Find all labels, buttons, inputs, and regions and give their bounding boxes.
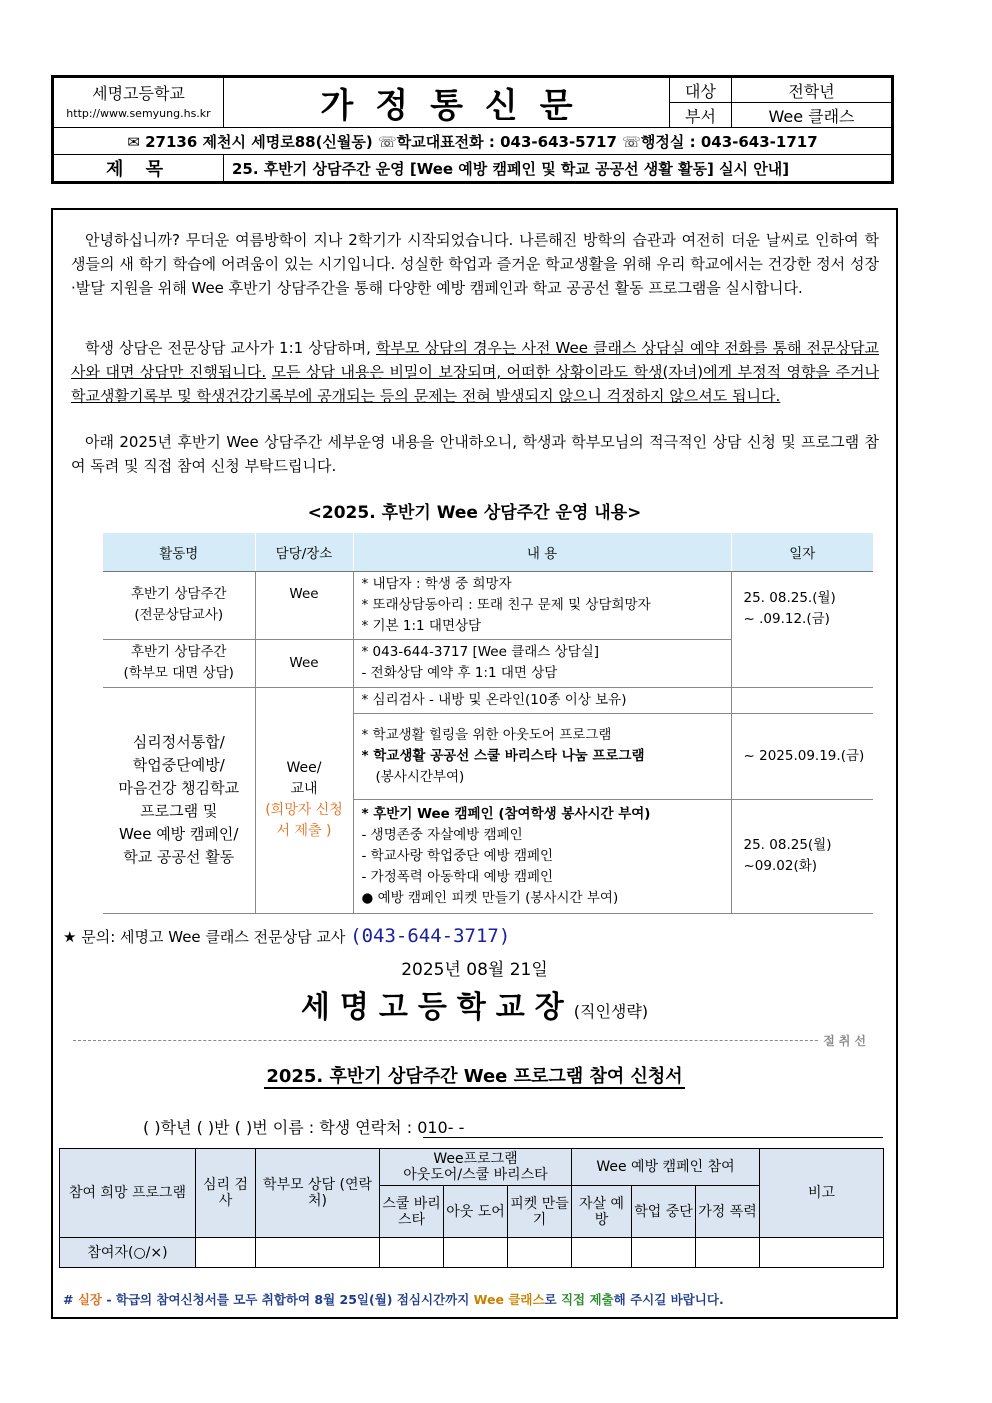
student-info-underline — [423, 1137, 883, 1138]
s-suicide: 자살 예방 — [572, 1186, 632, 1238]
target-label: 대상 — [670, 78, 732, 103]
date-line: 25. 08.25(월) — [743, 837, 832, 853]
activity-name: 마음건강 챙김학교 — [118, 779, 240, 797]
activity-cell — [103, 687, 255, 913]
place-note: (희망자 신청 — [265, 802, 343, 818]
content-line: - 가정폭력 아동학대 예방 캠페인 — [361, 868, 554, 885]
address-line: ✉ 27136 제천시 세명로88(신월동) ☏학교대표전화 : 043-643-5717 ☏행정실 : 043-643-1717 — [54, 128, 892, 155]
h-psych: 심리 검사 — [196, 1149, 256, 1238]
table-title: <2025. 후반기 Wee 상담주간 운영 내용> — [307, 503, 642, 523]
schedule-table — [103, 533, 873, 914]
counsel-text-a: 학생 상담은 전문상담 교사가 1:1 상담하며, — [85, 339, 376, 357]
content-line: ● 예방 캠페인 피켓 만들기 (봉사시간 부여) — [361, 889, 619, 906]
note-part: 로 — [544, 1292, 561, 1307]
content-line: * 후반기 Wee 캠페인 (참여학생 봉사시간 부여) — [361, 805, 651, 822]
cut-line — [73, 1040, 873, 1041]
activity-cell — [103, 639, 255, 687]
date-cell — [731, 799, 873, 913]
content-line: * 기본 1:1 대면상담 — [361, 617, 482, 634]
s-family: 가정 폭력 — [696, 1186, 760, 1238]
activity-name: 후반기 상담주간 — [130, 644, 227, 660]
counsel-paragraph — [71, 336, 879, 408]
dept-value: Wee 클래스 — [732, 103, 892, 128]
note-part: 해 주시길 바랍니다. — [613, 1292, 724, 1307]
cut-label: 절취선 — [819, 1032, 874, 1049]
h-campaign: Wee 예방 캠페인 참여 — [572, 1149, 760, 1186]
h-note: 비고 — [760, 1149, 884, 1238]
content-line: * 학교생활 공공선 스쿨 바리스타 나눔 프로그램 — [361, 747, 645, 764]
content-cell — [353, 799, 731, 913]
place-line: 교내 — [290, 781, 318, 797]
subject-text: 25. 후반기 상담주간 운영 [Wee 예방 캠페인 및 학교 공공선 생활 활동] 실시 안내] — [224, 155, 892, 182]
content-line: - 학교사랑 학업중단 예방 캠페인 — [361, 847, 554, 864]
activity-name: 학업중단예방/ — [132, 756, 225, 774]
body-box — [51, 208, 898, 1319]
date-line: ~09.02(화) — [743, 858, 818, 874]
input-barista[interactable] — [380, 1238, 444, 1268]
table-row — [103, 571, 873, 639]
input-family[interactable] — [696, 1238, 760, 1268]
issue-date: 2025년 08월 21일 — [401, 960, 548, 980]
place-cell — [255, 687, 353, 913]
h-wee-line: 아웃도어/스쿨 바리스타 — [403, 1167, 548, 1183]
content-line: * 또래상담동아리 : 또래 친구 문제 및 상담희망자 — [361, 596, 651, 613]
input-picket[interactable] — [508, 1238, 572, 1268]
note-part: 실장 — [77, 1292, 102, 1307]
request-paragraph: 아래 2025년 후반기 Wee 상담주간 세부운영 내용을 안내하오니, 학생과 학부모님의 적극적인 상담 신청 및 프로그램 참여 독려 및 직접 참여 신청 부탁드립니다. — [71, 433, 879, 475]
s-dropout: 학업 중단 — [632, 1186, 696, 1238]
s-outdoor: 아웃 도어 — [444, 1186, 508, 1238]
input-suicide[interactable] — [572, 1238, 632, 1268]
s-barista: 스쿨 바리스타 — [380, 1186, 444, 1238]
activity-name: (전문상담교사) — [134, 607, 224, 623]
school-cell — [54, 78, 224, 128]
inquiry-line — [63, 925, 510, 947]
content-cell — [353, 713, 731, 799]
note-part: # — [63, 1292, 78, 1307]
activity-cell — [103, 571, 255, 639]
h-parent: 학부모 상담 (연락처) — [256, 1149, 380, 1238]
col-content: 내 용 — [353, 533, 731, 571]
counsel-text-b: 학부모 상담의 경우는 사전 Wee 클래스 상담실 예약 전화를 통해 전문상담교사와 대면 상담만 진행됩니다. — [71, 339, 879, 381]
intro-paragraph: 안녕하십니까? 무더운 여름방학이 지나 2학기가 시작되었습니다. 나른해진 방학의 습관과 여전히 더운 날씨로 인하여 학생들의 새 학기 학습에 어려움이 있는 시기입니다. 성실한 학업과 즐거운 학교생활을 위해 우리 학교에서는 건강한 정서 성장·발달 지원을 위해 Wee 후반기 상담주간을 통해 다양한 예방 캠페인과 학교 공공선 활동 프로그램을 실시합니다. — [71, 231, 879, 297]
note-part: 직접 제출 — [560, 1292, 614, 1307]
content-line: (봉사시간부여) — [375, 768, 465, 785]
activity-name: Wee 예방 캠페인/ — [119, 825, 239, 843]
place-note: 서 제출 ) — [276, 823, 332, 839]
place-cell: Wee — [255, 571, 353, 639]
input-outdoor[interactable] — [444, 1238, 508, 1268]
subject-label: 제 목 — [54, 155, 224, 182]
content-line: * 043-644-3717 [Wee 클래스 상담실] — [361, 644, 599, 660]
activity-name: 심리정서통합/ — [132, 733, 225, 751]
date-line: 25. 08.25.(월) — [743, 590, 836, 606]
input-psych[interactable] — [196, 1238, 256, 1268]
inquiry-label: ★ 문의: 세명고 Wee 클래스 전문상담 교사 — [63, 928, 351, 946]
content-cell — [353, 571, 731, 639]
activity-name: 학교 공공선 활동 — [123, 848, 235, 866]
principal-signature — [53, 982, 896, 1026]
input-dropout[interactable] — [632, 1238, 696, 1268]
principal-name: 세명고등학교장 — [300, 990, 574, 1025]
h-wee — [380, 1149, 572, 1186]
h-program: 참여 희망 프로그램 — [60, 1149, 196, 1238]
activity-name: (학부모 대면 상담) — [123, 665, 234, 681]
student-info-line[interactable]: ( )학년 ( )반 ( )번 이름 : 학생 연락처 : 010- - — [143, 1118, 465, 1137]
place-cell: Wee — [255, 639, 353, 687]
application-title-text: 2025. 후반기 상담주간 Wee 프로그램 참여 신청서 — [266, 1066, 683, 1087]
input-note[interactable] — [760, 1238, 884, 1268]
principal-note: (직인생략) — [573, 1002, 649, 1021]
content-cell — [353, 639, 731, 687]
school-url[interactable]: http://www.semyung.hs.kr — [66, 106, 211, 120]
content-line: - 생명존중 자살예방 캠페인 — [361, 826, 523, 843]
submission-note — [63, 1290, 724, 1308]
counsel-text-d: 모든 상담 내용은 비밀이 보장되며, 어떠한 상황이라도 학생(자녀)에게 부정적 영향을 주거나 학교생활기록부 및 학생건강기록부에 공개되는 등의 문제는 전혀 발생되지 않으니 걱정하지 않으셔도 됩니다. — [71, 363, 879, 405]
date-line: ~ .09.12.(금) — [743, 611, 830, 627]
doc-title: 가정통신문 — [224, 78, 670, 128]
content-cell: * 심리검사 - 내방 및 온라인(10종 이상 보유) — [353, 687, 731, 713]
col-date: 일자 — [731, 533, 873, 571]
col-activity: 활동명 — [103, 533, 255, 571]
activity-name: 후반기 상담주간 — [130, 586, 227, 602]
content-line: * 학교생활 힐링을 위한 아웃도어 프로그램 — [361, 726, 612, 743]
content-line: * 내담자 : 학생 중 희망자 — [361, 575, 512, 592]
date-cell-empty — [731, 687, 873, 713]
h-wee-line: Wee프로그램 — [433, 1151, 518, 1167]
date-cell — [731, 571, 873, 687]
header-block — [51, 75, 894, 184]
input-parent[interactable] — [256, 1238, 380, 1268]
school-name: 세명고등학교 — [92, 83, 185, 103]
date-cell: ~ 2025.09.19.(금) — [731, 713, 873, 799]
place-line: Wee/ — [286, 760, 322, 776]
content-line: - 전화상담 예약 후 1:1 대면 상담 — [361, 665, 558, 681]
s-picket: 피켓 만들기 — [508, 1186, 572, 1238]
activity-name: 프로그램 및 — [140, 802, 218, 820]
application-title — [53, 1062, 896, 1088]
target-value: 전학년 — [732, 78, 892, 103]
row-label: 참여자(○/×) — [60, 1238, 196, 1268]
table-row — [103, 687, 873, 713]
application-table — [59, 1148, 884, 1268]
col-place: 담당/장소 — [255, 533, 353, 571]
dept-label: 부서 — [670, 103, 732, 128]
inquiry-phone: (043-644-3717) — [350, 925, 511, 947]
note-part: Wee 클래스 — [473, 1292, 545, 1307]
note-part: - 학급의 참여신청서를 모두 취합하여 8월 25일(월) 점심시간까지 — [101, 1292, 474, 1307]
